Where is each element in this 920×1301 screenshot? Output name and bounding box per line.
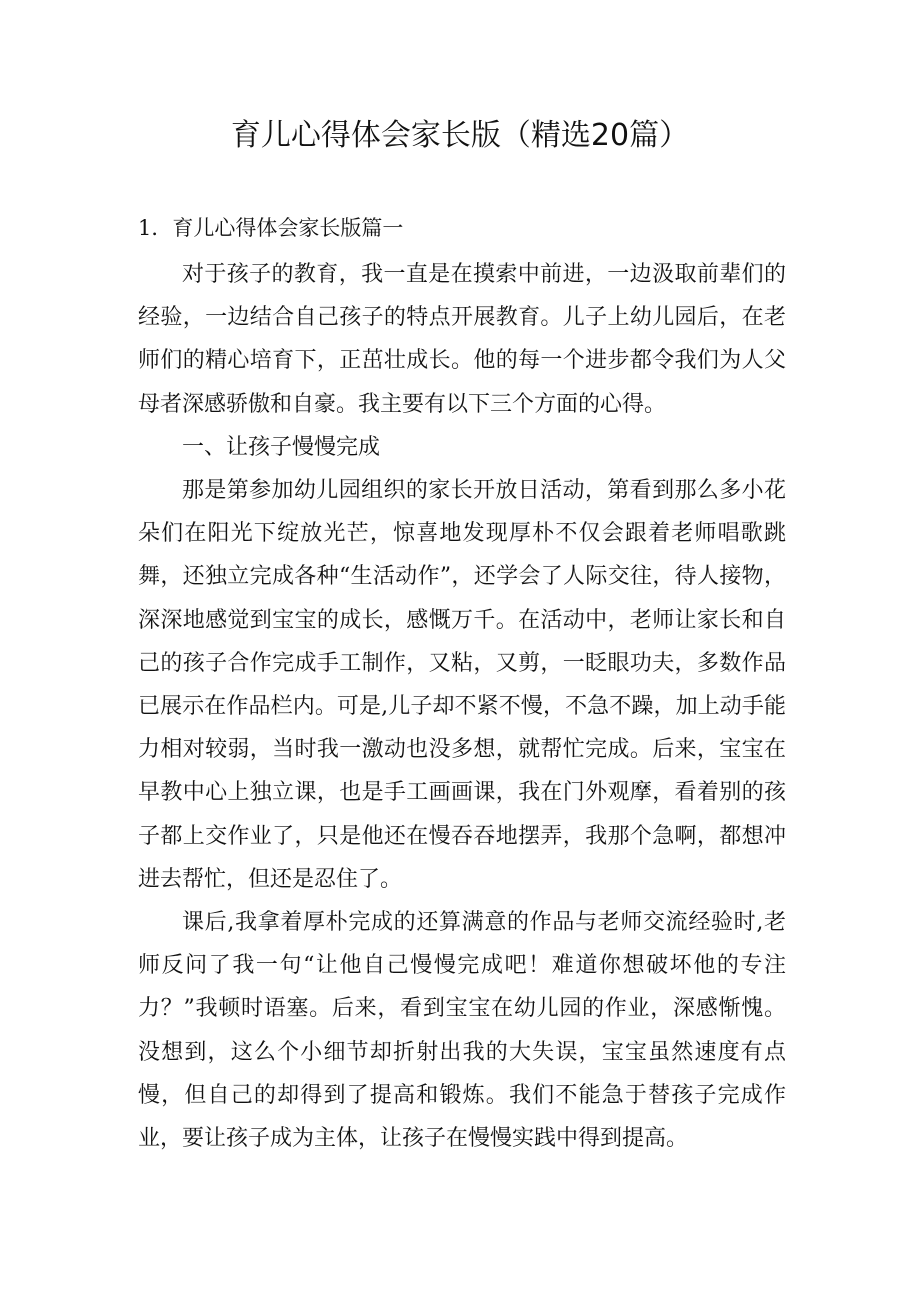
section-heading: 1．育儿心得体会家长版篇一	[138, 216, 404, 240]
paragraph-open-day: 那是第参加幼儿园组织的家长开放日活动，第看到那么多小花朵们在阳光下绽放光芒，惊喜地发现厚朴不仅会跟着老师唱歌跳舞，还独立完成各种“生活动作”，还学会了人际交往，待人接物，深深地感觉到宝宝的成长，感慨万千。在活动中，老师让家长和自己的孩子合作完成手工制作，又粘，又剪，一眨眼功夫，多数作品已展示在作品栏内。可是,儿子却不紧不慢，不急不躁，加上动手能力相对较弱，当时我一激动也没多想，就帮忙完成。后来，宝宝在早教中心上独立课，也是手工画画课，我在门外观摩，看着别的孩子都上交作业了，只是他还在慢吞吞地摆弄，我那个急啊，都想冲进去帮忙，但还是忍住了。	[138, 478, 786, 892]
document-title: 育儿心得体会家长版（精选20篇）	[230, 118, 690, 153]
subheading-let-child-finish-slowly: 一、让孩子慢慢完成	[182, 434, 381, 460]
document-body	[138, 253, 786, 1160]
paragraph-intro: 对于孩子的教育，我一直是在摸索中前进，一边汲取前辈们的经验，一边结合自己孩子的特点开展教育。儿子上幼儿园后，在老师们的精心培育下，正茁壮成长。他的每一个进步都令我们为人父母者深感骄傲和自豪。我主要有以下三个方面的心得。	[138, 262, 786, 417]
paragraph-after-class: 课后,我拿着厚朴完成的还算满意的作品与老师交流经验时,老师反问了我一句“让他自己慢慢完成吧！难道你想破坏他的专注力？”我顿时语塞。后来，看到宝宝在幼儿园的作业，深感惭愧。没想到，这么个小细节却折射出我的大失误，宝宝虽然速度有点慢，但自己的却得到了提高和锻炼。我们不能急于替孩子完成作业，要让孩子成为主体，让孩子在慢慢实践中得到提高。	[138, 910, 786, 1152]
